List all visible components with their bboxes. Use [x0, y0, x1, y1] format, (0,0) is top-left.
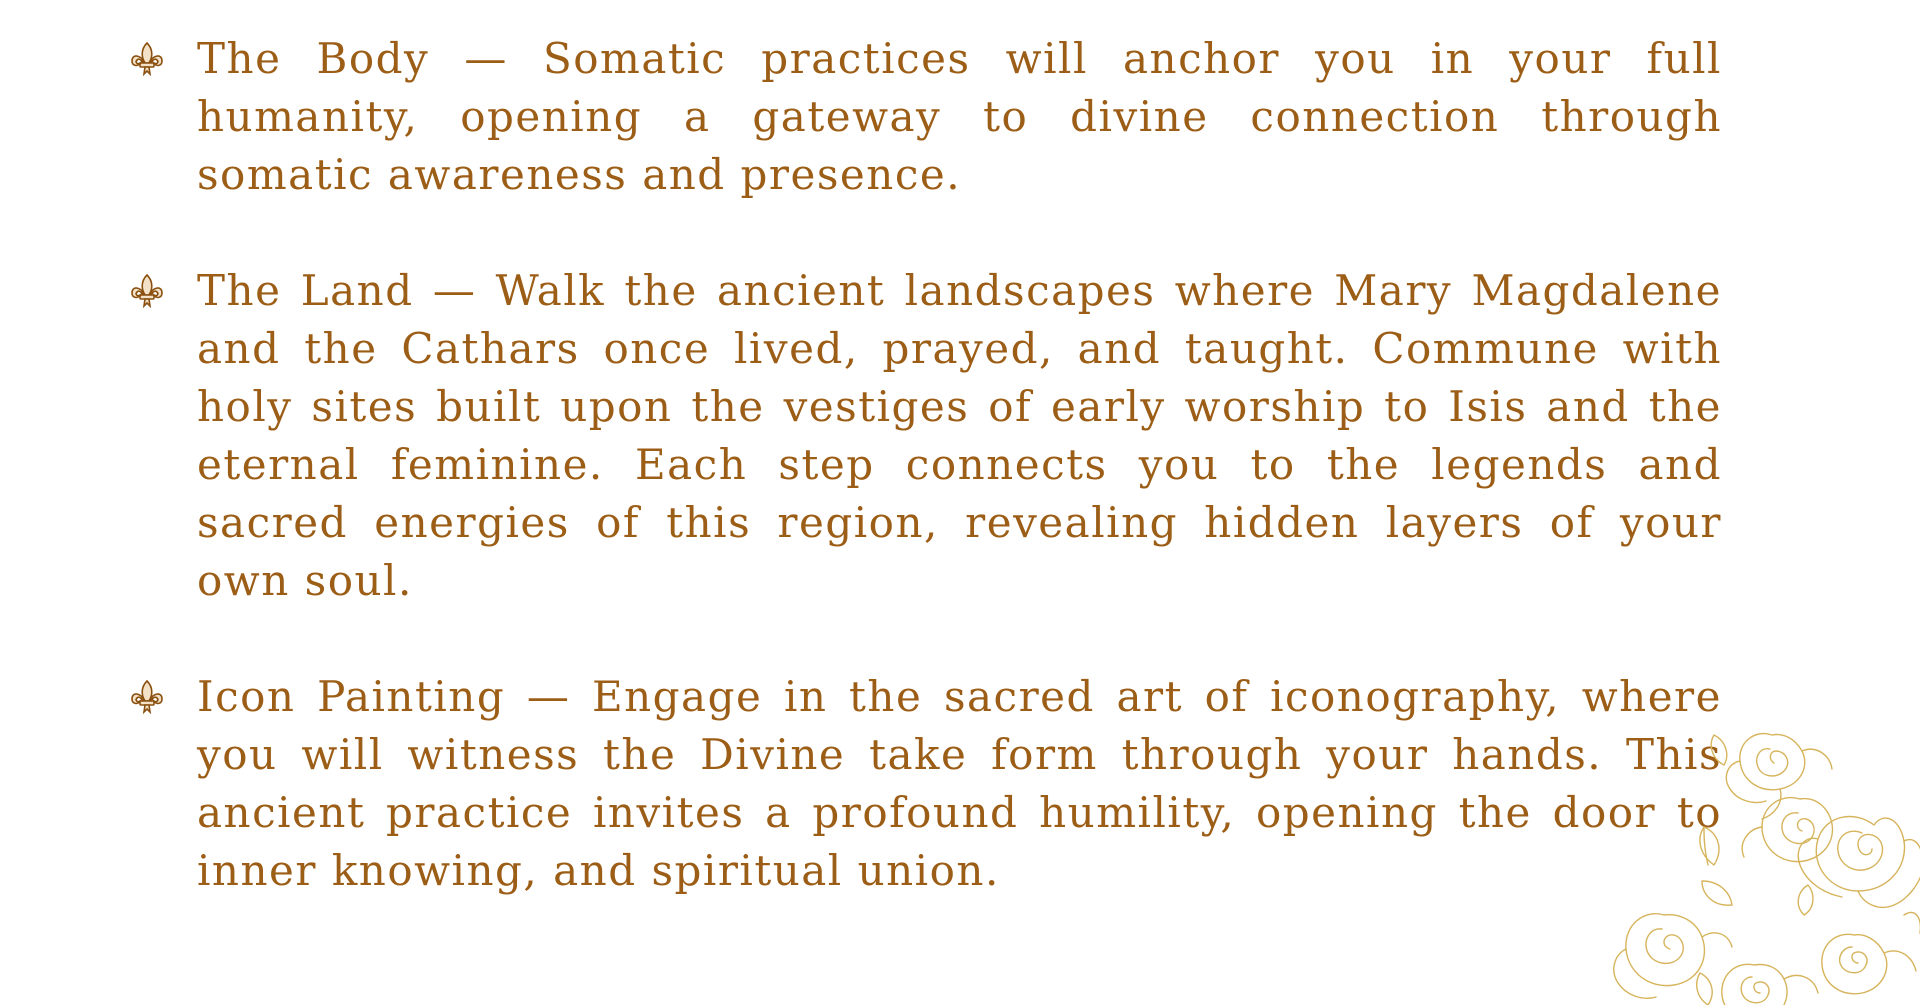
fleur-de-lis-icon	[130, 262, 197, 320]
list-item	[130, 668, 1722, 900]
item-text: The Body — Somatic practices will anchor you in your full humanity, opening a gateway to divine connection through somatic awareness and presence.	[197, 34, 1722, 199]
bullet-list	[130, 30, 1722, 958]
list-item	[130, 262, 1722, 610]
item-text: Icon Painting — Engage in the sacred art of iconography, where you will witness the Divine take form through your hands. This ancient practice invites a profound humility, opening the door to inner knowing, and spiritual union.	[197, 672, 1722, 895]
list-item	[130, 30, 1722, 204]
fleur-de-lis-icon	[130, 30, 197, 88]
rose-decoration	[1604, 715, 1920, 1005]
item-text: The Land — Walk the ancient landscapes where Mary Magdalene and the Cathars once lived, prayed, and taught. Commune with holy sites built upon the vestiges of early worship to Isis and the eternal feminine. Each step connects you to the legends and sacred energies of this region, revealing hidden layers of your own soul.	[197, 266, 1722, 605]
fleur-de-lis-icon	[130, 668, 197, 726]
